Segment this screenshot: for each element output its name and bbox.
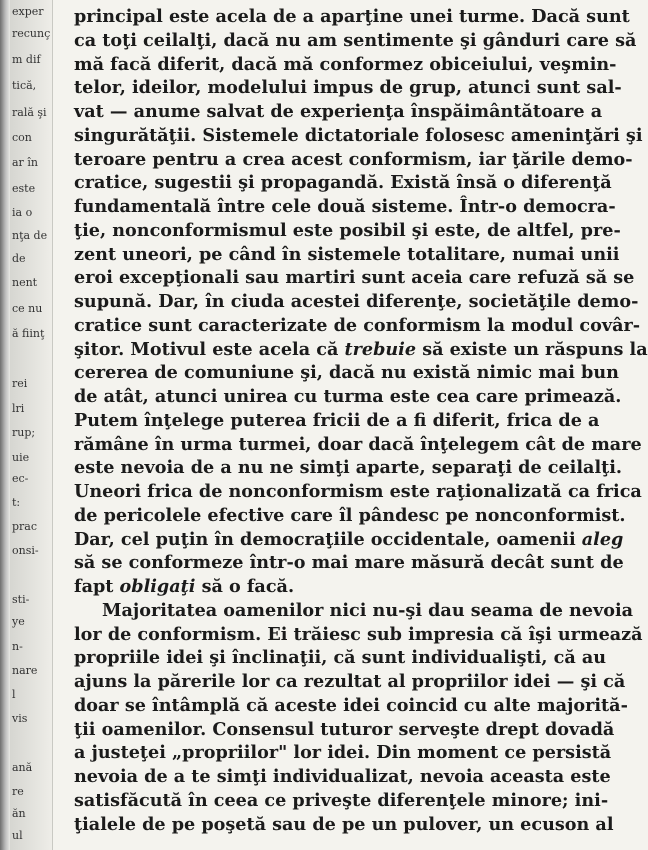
text-line: este nevoia de a nu ne simţi aparte, separaţi de ceilalţi. — [74, 457, 623, 479]
book-binding-shadow — [0, 0, 10, 850]
facing-page-fragment: exper — [12, 5, 44, 18]
facing-page-fragment: rală şi — [12, 106, 47, 119]
facing-page-fragment: nţa de — [12, 229, 48, 242]
text-line: ţii oamenilor. Consensul tuturor serveşte drept dovadă — [74, 718, 615, 740]
text-line: ajuns la părerile lor ca rezultat al propriilor idei — şi că — [74, 671, 626, 692]
facing-page-fragment: tică, — [12, 79, 37, 92]
facing-page-fragment: m dif — [12, 53, 41, 66]
facing-page-fragment: ar în — [12, 156, 38, 169]
facing-page-fragment: nent — [12, 276, 38, 289]
text-line: nevoia de a te simţi individualizat, nevoia aceasta este — [74, 766, 611, 787]
text-line: rămâne în urma turmei, doar dacă înţelegem cât de mare — [74, 433, 642, 455]
facing-page-fragment: lri — [12, 402, 25, 415]
facing-page-fragment: ec- — [12, 472, 29, 485]
facing-page-fragment: ye — [12, 615, 25, 628]
text-line: ţie, nonconformismul este posibil şi este, de altfel, pre- — [74, 219, 621, 241]
facing-page-fragment: l — [12, 688, 16, 701]
text-line: fundamentală între cele două sisteme. Într-o democra- — [74, 196, 616, 217]
facing-page-fragment: uie — [12, 451, 30, 464]
text-line: satisfăcută în ceea ce priveşte diferenţele minore; ini- — [74, 789, 609, 811]
text-line: lor de conformism. Ei trăiesc sub impresia că îşi urmează — [74, 623, 643, 645]
facing-page-fragment: ce nu — [12, 302, 43, 315]
facing-page-fragment: onsi- — [12, 544, 39, 557]
text-line: mă facă diferit, dacă mă conformez obiceiului, veşmin- — [74, 53, 617, 75]
facing-page-fragment: t: — [12, 496, 21, 509]
facing-page-fragment: ă fiinţ — [12, 327, 45, 340]
text-line: de pericolele efective care îl pândesc pe nonconformist. — [74, 504, 626, 526]
text-line: eroi excepţionali sau martiri sunt aceia care refuză să se — [74, 267, 635, 289]
text-line: propriile idei şi înclinaţii, că sunt individualişti, că au — [74, 647, 607, 669]
text-line: doar se întâmplă că aceste idei coincid cu alte majorită- — [74, 694, 628, 716]
text-line: cratice, sugestii şi propagandă. Există însă o diferenţă — [74, 172, 612, 194]
facing-page-fragment: vis — [12, 712, 28, 725]
paragraph-2 — [74, 599, 643, 837]
facing-page-fragment: ană — [12, 761, 33, 774]
text-line: cererea de comuniune şi, dacă nu există nimic mai bun — [74, 362, 619, 384]
text-line: teroare pentru a crea acest conformism, iar ţările demo- — [74, 148, 633, 170]
text-line: a justeţei „propriilor" lor idei. Din moment ce persistă — [74, 742, 612, 764]
facing-page-fragment: nare — [12, 664, 38, 677]
text-line: ca toţi ceilalţi, dacă nu am sentimente şi gânduri care să — [74, 29, 637, 51]
text-line: ţialele de pe poşetă sau de pe un pulover, un ecuson al — [74, 813, 614, 835]
text-line: Putem înţelege puterea fricii de a fi diferit, frica de a — [74, 409, 600, 431]
facing-page-fragment: sti- — [12, 593, 30, 606]
facing-page-fragment: ia o — [12, 206, 33, 219]
text-line: să se conformeze într-o mai mare măsură decât sunt de — [74, 552, 624, 574]
facing-page-fragment: re — [12, 785, 24, 798]
page-body — [74, 5, 648, 836]
facing-page-fragment: rei — [12, 377, 28, 390]
facing-page-fragment: prac — [12, 520, 38, 533]
text-line: fapt obligaţi să o facă. — [74, 576, 295, 597]
text-line: telor, ideilor, modelului impus de grup, atunci sunt sal- — [74, 77, 622, 99]
facing-page-fragment: rup; — [12, 426, 36, 439]
text-line: Majoritatea oamenilor nici nu-şi dau seama de nevoia — [102, 599, 634, 621]
text-line: de atât, atunci unirea cu turma este cea care primează. — [74, 386, 622, 407]
text-line: singurătăţii. Sistemele dictatoriale folosesc ameninţări şi — [74, 124, 643, 146]
text-line: principal este acela de a aparţine unei turme. Dacă sunt — [74, 6, 630, 27]
text-line: Dar, cel puţin în democraţiile occidentale, oamenii aleg — [74, 528, 624, 550]
facing-page-edge — [10, 0, 53, 850]
text-line: zent uneori, pe când în sistemele totalitare, numai unii — [74, 243, 620, 265]
text-line: Uneori frica de nonconformism este raţionalizată ca frica — [74, 481, 642, 502]
facing-page-fragment: ul — [12, 829, 23, 842]
facing-page-fragment: ăn — [12, 807, 26, 820]
text-line: supună. Dar, în ciuda acestei diferenţe, societăţile demo- — [74, 291, 639, 312]
facing-page-fragment: este — [12, 182, 36, 195]
facing-page-fragment: de — [12, 252, 26, 265]
facing-page-fragment: recunç — [12, 27, 51, 40]
text-line: şitor. Motivul este acela că trebuie să existe un răspuns la — [74, 338, 648, 360]
facing-page-fragment: con — [12, 131, 32, 144]
paragraph-1 — [74, 5, 648, 599]
text-line: vat — anume salvat de experienţa înspăimântătoare a — [74, 101, 603, 122]
text-line: cratice sunt caracterizate de conformism la modul covâr- — [74, 314, 641, 336]
facing-page-fragment: n- — [12, 640, 23, 653]
